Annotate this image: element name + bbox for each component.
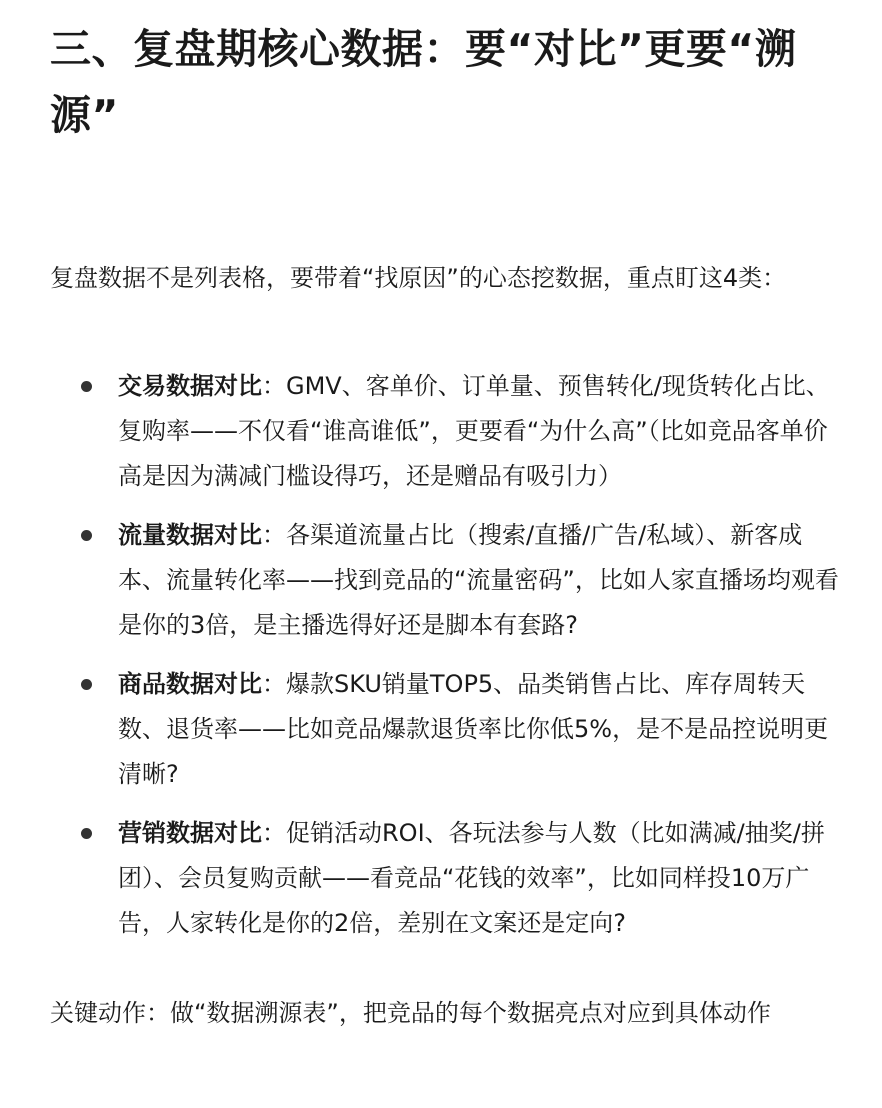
item-separator: ： (262, 819, 286, 847)
item-label: 商品数据对比 (118, 670, 262, 698)
list-item-trade (0, 364, 842, 499)
item-separator: ： (262, 670, 286, 698)
item-text: 爆款SKU销量TOP5、品类销售占比、库存周转天数、退货率——比如竞品爆款退货率比你低5%，是不是品控说明更清晰? (118, 670, 829, 788)
bullet-icon (81, 381, 92, 392)
bullet-icon (81, 530, 92, 541)
closing-paragraph: 关键动作：做“数据溯源表”，把竞品的每个数据亮点对应到具体动作 (50, 999, 771, 1027)
section-heading: 三、复盘期核心数据：要“对比”更要“溯源” (50, 25, 797, 139)
list-item-product (0, 662, 842, 797)
bullet-icon (81, 679, 92, 690)
intro-paragraph: 复盘数据不是列表格，要带着“找原因”的心态挖数据，重点盯这4类： (50, 264, 787, 292)
item-text: GMV、客单价、订单量、预售转化/现货转化占比、复购率——不仅看“谁高谁低”，更要看“为什么高”（比如竞品客单价高是因为满减门槛设得巧，还是赠品有吸引力） (118, 372, 830, 490)
data-category-list (0, 364, 882, 960)
list-item-marketing (0, 811, 842, 946)
bullet-icon (81, 828, 92, 839)
list-item-traffic (0, 513, 842, 648)
item-label: 交易数据对比 (118, 372, 262, 400)
item-text: 促销活动ROI、各玩法参与人数（比如满减/抽奖/拼团）、会员复购贡献——看竞品“花钱的效率”，比如同样投10万广告，人家转化是你的2倍，差别在文案还是定向? (118, 819, 825, 937)
item-separator: ： (262, 372, 286, 400)
item-text: 各渠道流量占比（搜索/直播/广告/私域）、新客成本、流量转化率——找到竞品的“流量密码”，比如人家直播场均观看是你的3倍，是主播选得好还是脚本有套路? (118, 521, 839, 639)
item-label: 营销数据对比 (118, 819, 262, 847)
item-separator: ： (262, 521, 286, 549)
item-label: 流量数据对比 (118, 521, 262, 549)
